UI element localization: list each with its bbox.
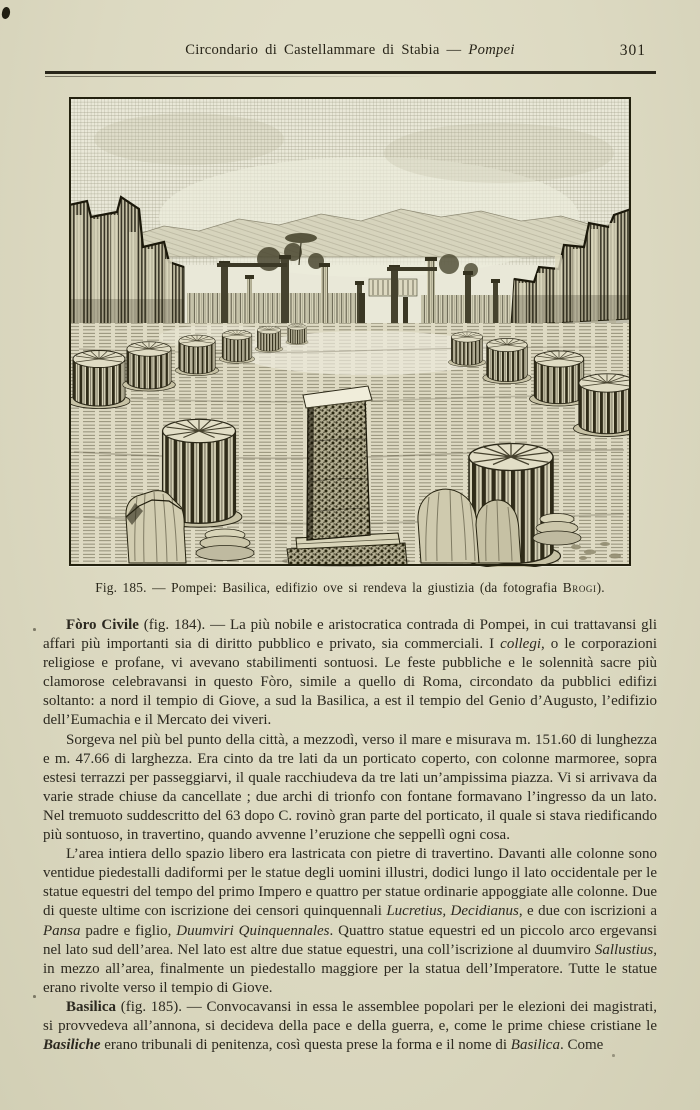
body-text [43,616,657,1055]
text-run: . Come [559,1037,604,1054]
text-run: Lucretius, Decidianus [386,903,519,920]
header-rule [45,71,656,77]
paragraph [43,845,657,998]
scan-artifact [1,6,12,20]
text-run: Basilica [510,1037,560,1054]
text-run: Pompei [468,42,515,58]
text-run: padre e figlio, [80,922,177,939]
paragraph [43,616,657,731]
basilica-engraving [69,97,631,567]
text-run: Brogi [562,580,597,595]
text-run: Fòro Civile [66,617,139,633]
text-run: Pansa [43,922,81,939]
header-rule-thin [45,76,485,77]
text-run: , o le corporazioni religiose e profane, vi avevano stabilimenti sontuosi. Le feste pubbliche e le solennità sacre più clamorose celebravansi in questo Fòro, simile a quello di Roma, circondato da pubblici edifizi soltanto: a nord il tempio di Giove, a sud la Basilica, a est il tempio del Genio d’Augusto, l’edifizio dell’Eumachia e il Mercato dei viveri. [43,636,658,729]
figure-185 [69,97,631,596]
text-run: Basilica [66,998,117,1015]
scan-artifact [33,628,36,631]
text-run: ). [596,580,605,595]
text-run: . Quattro statue equestri ed un piccolo arco ergevansi nel lato sud dell’area. Nel lato est altre due statue equestri, una coll’iscrizione al duumviro [43,922,657,958]
text-run: Sallustius [594,941,654,958]
text-run: Duumviri Quinquennales [176,922,330,939]
text-run: , in mezzo all’area, finalmente un piedestallo maggiore per la statua dell’Imperatore. Tutte le statue erano rivolte verso il tempio di Giove. [43,941,657,996]
scan-artifact [33,995,36,998]
text-run: L’area intiera dello spazio libero era lastricata con pietre di travertino. Davanti alle colonne sono ventidue piedestalli dadiformi per le statue degli uomini illustri, dodici lungo il lato occidentale per le statue equestri del tempo del primo Impero e quattro per statue ordinarie appoggiate alle colonne. Due di queste ultime con iscrizione dei censori quinquennali [43,846,657,920]
text-run: Fig. 185. — Pompei: Basilica, edifizio ove si rendeva la giustizia (da fotografia [95,580,563,595]
text-run: Basiliche [43,1037,101,1054]
page-number: 301 [619,42,646,59]
text-run: erano tribunali di penitenza, così questa prese la forma e il nome di [100,1037,511,1054]
figure-caption [69,580,631,596]
paragraph [43,998,657,1055]
text-run: , e due con iscrizioni a [518,903,658,920]
header-title [185,42,515,58]
text-run: Sorgeva nel più bel punto della città, a mezzodì, verso il mare e misurava m. 151.60 di lunghezza e m. 47.66 di larghezza. Era cinto da tre lati da un porticato coperto, con colonne marmoree, sopra estesi terrazzi per passeggiarvi, il quale racchiudeva da tre lati un’ampissima piazza. Vi si arrivava da varie strade chiuse da cancellate ; due archi di trionfo con fontane formavano l’ingresso da un lato. Nel tremuoto suddescritto del 63 dopo C. rovinò gran parte del porticato, il quale si stava riedificando più sontuoso, in travertino, quando avvenne l’eruzione che seppellì ogni cosa. [43,731,657,844]
text-run: Circondario di Castellammare di Stabia — [185,42,469,58]
text-run: (fig. 184). — La più nobile e aristocratica contrada di Pompei, in cui trattavansi gli affari più importanti sia di diritto pubblico e privato, sia commerciali. I [43,617,657,653]
text-run: (fig. 185). — Convocavansi in essa le assemblee popolari per le elezioni dei magistrati, si provvedeva all’annona, si decideva della pace e della guerra, e, come le prime chiese cristiane le [43,998,657,1034]
text-run: collegi [500,636,541,653]
paragraph [43,731,657,846]
engraving-art [69,97,631,567]
running-header [44,42,656,62]
